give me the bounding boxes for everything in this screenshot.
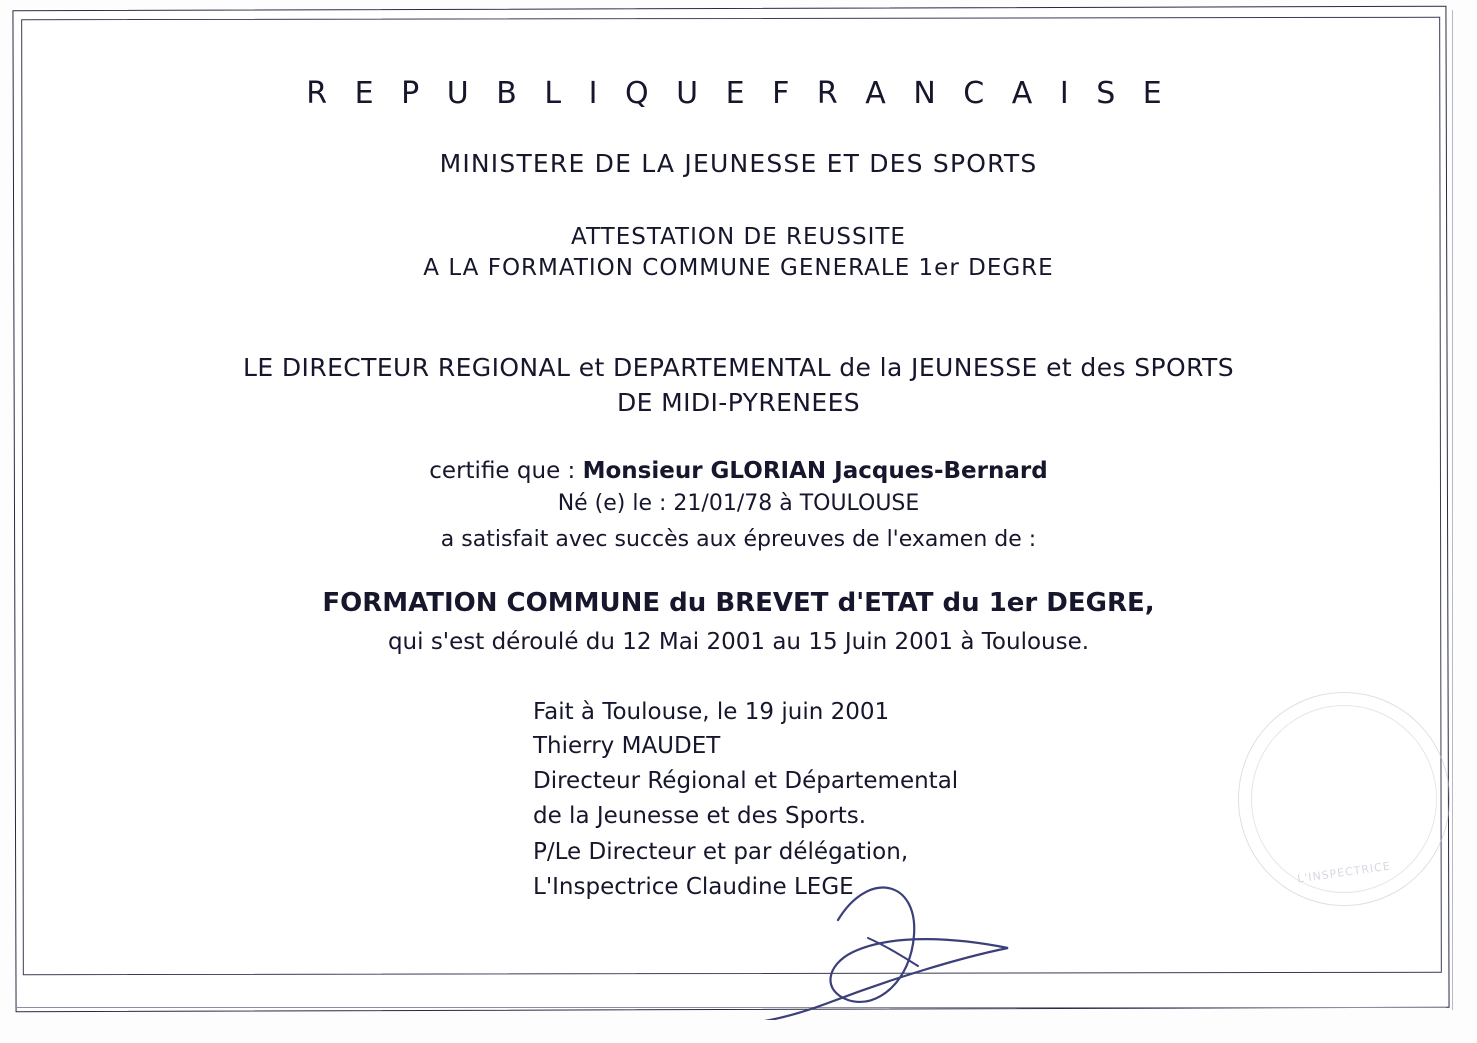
issuing-authority-line-1: LE DIRECTEUR REGIONAL et DEPARTEMENTAL de la JEUNESSE et des SPORTS: [243, 353, 1234, 382]
certificate-title-line-2: A LA FORMATION COMMUNE GENERALE 1er DEGRE: [423, 255, 1054, 281]
certifies-prefix: certifie que :: [429, 458, 583, 484]
exam-title: FORMATION COMMUNE du BREVET d'ETAT du 1er DEGRE,: [322, 588, 1155, 618]
country-header: R E P U B L I Q U E F R A N C A I S E: [306, 76, 1171, 111]
signature-line-signatory-name: Thierry MAUDET: [533, 733, 721, 759]
signature-line-place-date: Fait à Toulouse, le 19 juin 2001: [533, 699, 890, 725]
round-stamp-icon: [1238, 692, 1450, 906]
success-line: a satisfait avec succès aux épreuves de l'examen de :: [440, 527, 1037, 552]
round-stamp-text: L'INSPECTRICE: [1296, 859, 1392, 886]
signature-line-inspector: L'Inspectrice Claudine LEGE: [533, 874, 854, 900]
signature-line-delegation: P/Le Directeur et par délégation,: [533, 839, 909, 865]
ministry-line: MINISTERE DE LA JEUNESSE ET DES SPORTS: [439, 149, 1038, 178]
certificate-title-line-1: ATTESTATION DE REUSSITE: [571, 224, 906, 250]
signature-line-title-1: Directeur Régional et Départemental: [533, 768, 959, 794]
exam-period: qui s'est déroulé du 12 Mai 2001 au 15 Juin 2001 à Toulouse.: [387, 629, 1090, 655]
birth-line: Né (e) le : 21/01/78 à TOULOUSE: [557, 491, 920, 516]
issuing-authority-line-2: DE MIDI-PYRENEES: [616, 388, 861, 417]
certifies-line: [0, 458, 1477, 484]
recipient-name: Monsieur GLORIAN Jacques-Bernard: [582, 458, 1048, 484]
signature-line-title-2: de la Jeunesse et des Sports.: [533, 803, 867, 829]
